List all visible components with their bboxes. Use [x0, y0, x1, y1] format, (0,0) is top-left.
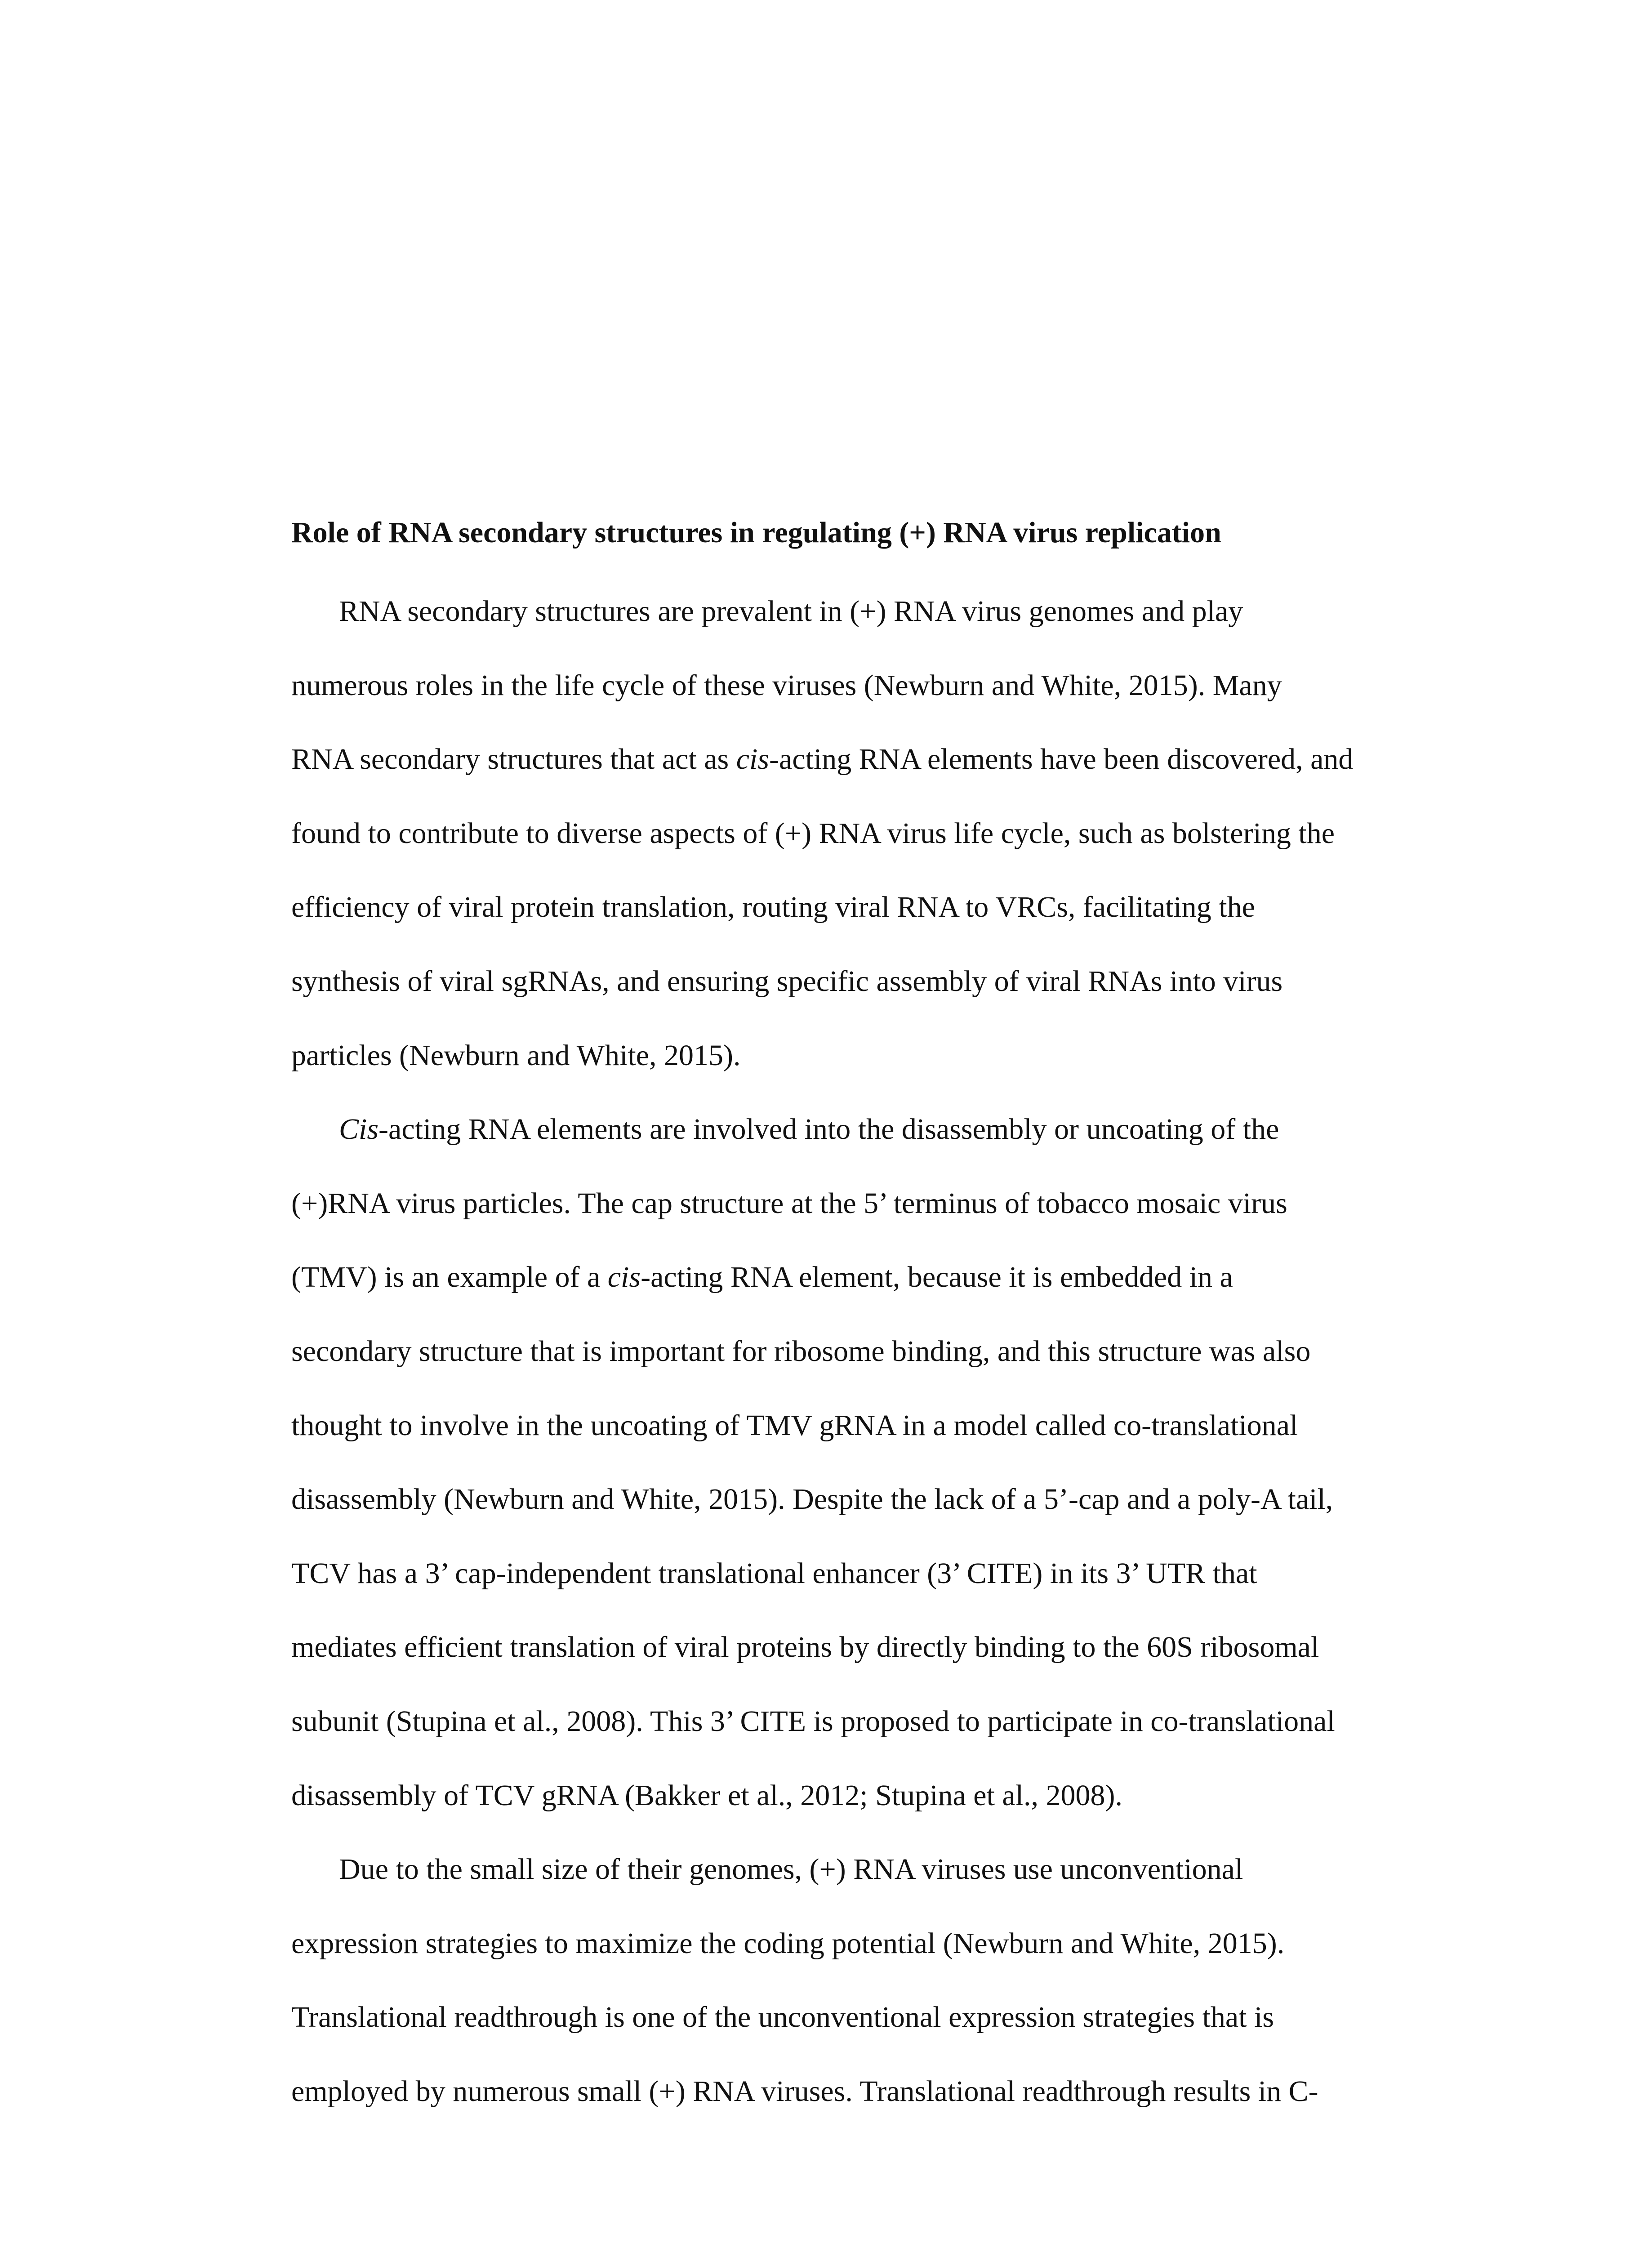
text-line: (+)RNA virus particles. The cap structure at the 5’ terminus of tobacco mosaic virus [291, 1186, 1287, 1220]
text-line: subunit (Stupina et al., 2008). This 3’ CITE is proposed to participate in co-translational [291, 1704, 1335, 1738]
text-line [291, 723, 1505, 797]
text-segment: (TMV) is an example of a [291, 1261, 608, 1294]
text-segment: -acting RNA elements have been discovered, and [769, 743, 1354, 776]
text-line [291, 1093, 1505, 1167]
text-line: disassembly (Newburn and White, 2015). Despite the lack of a 5’-cap and a poly-A tail, [291, 1483, 1333, 1516]
text-line: particles (Newburn and White, 2015). [291, 1039, 741, 1072]
text-segment: -acting RNA element, because it is embedded in a [641, 1261, 1233, 1294]
text-line: TCV has a 3’ cap-independent translational enhancer (3’ CITE) in its 3’ UTR that [291, 1557, 1257, 1590]
text-line: Due to the small size of their genomes, (+) RNA viruses use unconventional [339, 1853, 1243, 1886]
italic-term: cis [607, 1261, 641, 1294]
paragraph-3 [291, 1833, 1505, 2128]
text-line: mediates efficient translation of viral proteins by directly binding to the 60S ribosomal [291, 1631, 1319, 1664]
text-line: secondary structure that is important for ribosome binding, and this structure was also [291, 1334, 1311, 1368]
text-line: numerous roles in the life cycle of these viruses (Newburn and White, 2015). Many [291, 669, 1282, 702]
section-heading: Role of RNA secondary structures in regulating (+) RNA virus replication [291, 516, 1221, 549]
italic-term: cis [736, 743, 770, 776]
text-segment: RNA secondary structures that act as [291, 743, 736, 776]
text-line: RNA secondary structures are prevalent in (+) RNA virus genomes and play [339, 595, 1243, 628]
paragraph-1 [291, 575, 1505, 1093]
document-body [291, 508, 1505, 2128]
text-line: Translational readthrough is one of the unconventional expression strategies that is [291, 2001, 1274, 2034]
text-line: thought to involve in the uncoating of TMV gRNA in a model called co-translational [291, 1409, 1298, 1442]
text-line [291, 1240, 1505, 1315]
text-line: found to contribute to diverse aspects of (+) RNA virus life cycle, such as bolstering the [291, 816, 1335, 850]
italic-term: Cis [339, 1113, 379, 1146]
paragraph-2 [291, 1093, 1505, 1833]
text-line: efficiency of viral protein translation, routing viral RNA to VRCs, facilitating the [291, 891, 1255, 924]
text-line: expression strategies to maximize the coding potential (Newburn and White, 2015). [291, 1927, 1285, 1960]
text-line: disassembly of TCV gRNA (Bakker et al., 2012; Stupina et al., 2008). [291, 1779, 1123, 1812]
text-line: synthesis of viral sgRNAs, and ensuring specific assembly of viral RNAs into virus [291, 964, 1283, 998]
text-segment: -acting RNA elements are involved into the disassembly or uncoating of the [378, 1113, 1279, 1146]
text-line: employed by numerous small (+) RNA viruses. Translational readthrough results in C- [291, 2074, 1318, 2108]
